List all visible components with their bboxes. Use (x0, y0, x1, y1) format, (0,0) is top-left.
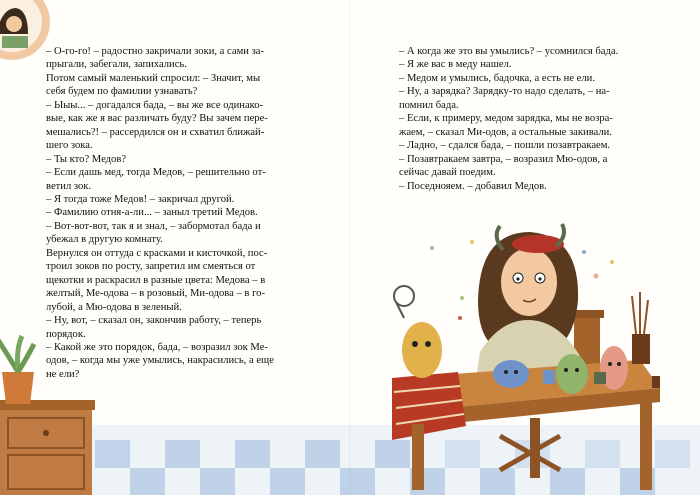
page-gutter (349, 0, 351, 495)
left-page-text-line: себя будем по фамилии узнавать? (46, 86, 198, 98)
right-page-text-line: – Ну, а зарядка? Зарядку-то надо сделать, – на- (399, 86, 610, 98)
left-page-text-line: Вернулся он оттуда с красками и кисточкой, пос- (46, 247, 268, 259)
left-page-text-line: ветил зок. (46, 180, 92, 192)
left-page-text-line: желтый, Ме-одова – в розовый, Ми-одова – в го- (46, 288, 265, 300)
right-page-text-line: – А когда же это вы умылись? – усомнился бада. (399, 46, 619, 57)
left-page-text-line: – Ты кто? Медов? (46, 153, 127, 165)
right-page-text-line: жаем, – сказал Ми-одов, а остальные закивали. (399, 126, 612, 138)
left-page-text-line: троил зоков по росту, запретил им смеяться от (46, 261, 256, 273)
right-page-text-line: сейчас давай поедим. (399, 167, 496, 179)
right-page-text-line: – Позавтракаем завтра, – возразил Мю-одов, а (399, 153, 608, 165)
left-page-text-line: – Ну, вот, – сказал он, закончив работу, – теперь (46, 315, 262, 327)
left-page-text-line: – Я тогда тоже Медов! – закричал другой. (46, 193, 235, 205)
left-page-text-line: мешались?! – рассердился он и схватил ближай- (46, 126, 265, 138)
left-page-text-line: – Ыыы... – догадался бада, – вы же все одинако- (46, 99, 264, 111)
left-page-text-line: – Вот-вот-вот, так я и знал, – забормотал бада и (46, 220, 261, 232)
left-page-text-line: одов, – когда мы уже умылись, накрасились, а еще (46, 355, 274, 367)
left-page-text-line: щекотки и раскрасил в разные цвета: Медова – в (46, 274, 266, 286)
left-page-text-line: – Фамилию отня-а-ли... – заныл третий Медов. (46, 207, 258, 219)
left-page-text-line: не ели? (46, 368, 80, 380)
potted-plant (0, 336, 34, 404)
left-page-text-line: лубой, а Мю-одова в зеленый. (46, 301, 182, 313)
cabinet (0, 400, 95, 495)
zok-green (556, 354, 588, 394)
left-page-text-line: прыгали, забегали, запихались. (46, 59, 187, 71)
zok-yellow (394, 286, 442, 378)
left-page-text-line: убежал в другую комнату. (46, 234, 163, 246)
left-page-text-line: – О-го-го! – радостно закричали зоки, а сами за- (46, 46, 265, 57)
right-page-text-line: – Ладно, – сдался бада, – пошли позавтракаем. (399, 140, 611, 152)
right-page-text-line: помнил бада. (399, 99, 459, 111)
left-page-text-line: вые, как же я вас различать буду? Вы зачем пере- (46, 113, 268, 125)
right-page-text-line: – Я же вас в меду нашел. (399, 59, 512, 71)
left-page-text-line: – Если дашь мед, тогда Медов, – решительно от- (46, 167, 266, 179)
left-page-text-line: шего зока. (46, 140, 93, 152)
left-page-text-line: – Какой же это порядок, бада, – возразил зок Ме- (46, 341, 268, 353)
right-page-text-line: – Медом и умылись, бадочка, а есть не ели. (399, 72, 595, 84)
left-page-text-line: порядок. (46, 328, 86, 340)
avatar-corner (0, 0, 50, 60)
zok-blue (493, 360, 529, 388)
right-page-text-line: – Если, к примеру, медом зарядка, мы не возра- (399, 113, 613, 125)
left-page-text-line: Потом самый маленький спросил: – Значит, мы (46, 72, 261, 84)
right-page-text-line: – Поседнояем. – добавил Медов. (399, 180, 547, 192)
